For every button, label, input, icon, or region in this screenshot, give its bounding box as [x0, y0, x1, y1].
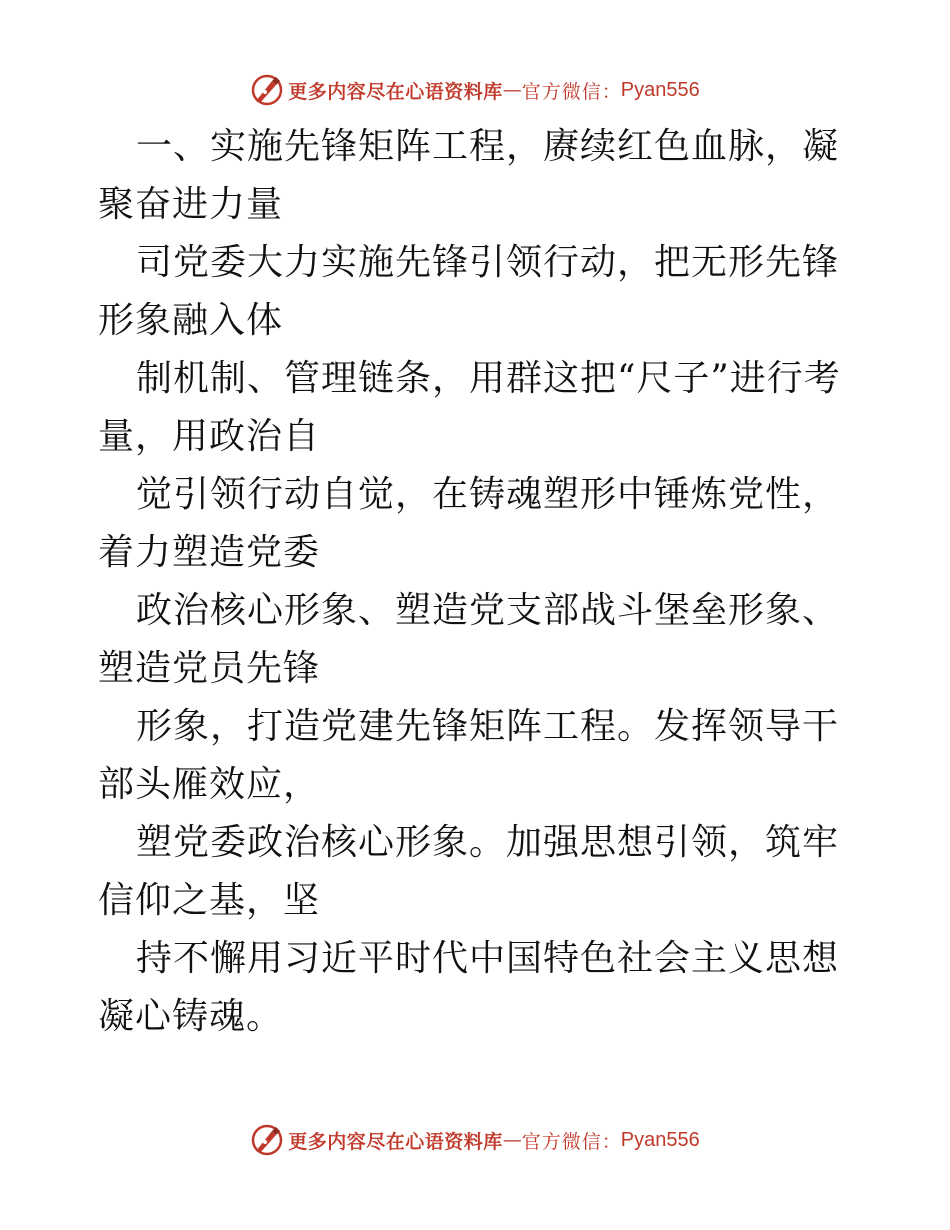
paragraph: 制机制、管理链条，用群这把“尺子”进行考量，用政治自	[98, 358, 841, 457]
banner-wechat-id: Pyan556	[620, 78, 700, 101]
paragraph-heading: 一、实施先锋矩阵工程，赓续红色血脉，凝聚奋进力量	[98, 126, 840, 225]
paragraph: 觉引领行动自觉，在铸魂塑形中锤炼党性，着力塑造党委	[98, 474, 840, 573]
paragraph: 司党委大力实施先锋引领行动，把无形先锋形象融入体	[98, 242, 840, 341]
paragraph: 形象，打造党建先锋矩阵工程。发挥领导干部头雁效应，	[98, 706, 840, 805]
banner-brand-text: 更多内容尽在心语资料库	[288, 80, 503, 103]
banner-separator: —	[502, 1129, 522, 1151]
banner-wechat-id: Pyan556	[620, 1128, 700, 1151]
pen-logo-icon	[250, 1123, 284, 1157]
banner-wechat-label: 官方微信	[521, 80, 602, 103]
footer-banner	[0, 1120, 950, 1160]
paragraph: 政治核心形象、塑造党支部战斗堡垒形象、塑造党员先锋	[98, 590, 840, 689]
banner-wechat-label: 官方微信	[521, 1130, 602, 1153]
banner-colon: ：	[601, 1130, 621, 1153]
paragraph: 塑党委政治核心形象。加强思想引领，筑牢信仰之基，坚	[98, 822, 840, 921]
banner-separator: —	[502, 79, 522, 101]
document-body	[98, 118, 858, 1046]
banner-brand-text: 更多内容尽在心语资料库	[288, 1130, 503, 1153]
paragraph: 持不懈用习近平时代中国特色社会主义思想凝心铸魂。	[98, 938, 840, 1037]
pen-logo-icon	[250, 73, 284, 107]
header-banner	[0, 70, 950, 110]
banner-colon: ：	[601, 80, 621, 103]
